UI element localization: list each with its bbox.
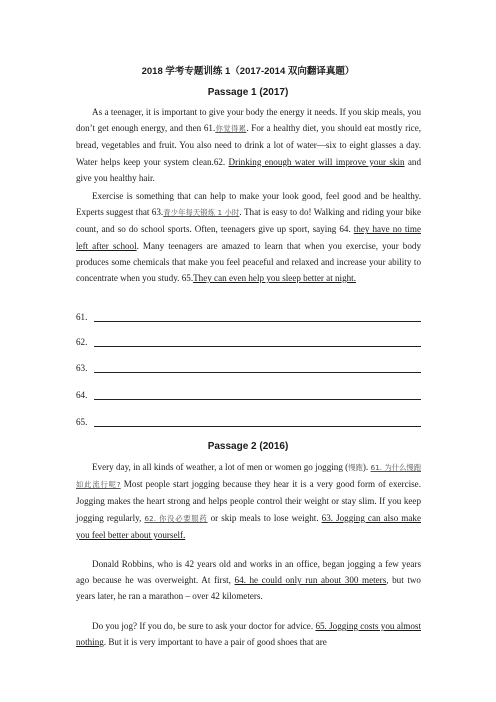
answer-line-61[interactable]: 61. (76, 312, 421, 322)
answer-line-63[interactable]: 63. (76, 363, 421, 373)
passage2-paragraph-2: Donald Robbins, who is 42 years old and works in an office, began jogging a few years ago because he was overweight. At first, 64. he could only run about 300 meters, but two years later, he ran a marathon – over 42 kilometers. (76, 559, 421, 602)
blank-61: 你觉得累 (215, 124, 247, 134)
document-title: 2018 学考专题训练 1（2017-2014 双向翻译真题） (141, 66, 355, 77)
passage1-paragraph-1: As a teenager, it is important to give your body the energy it needs. If you skip meals, you don’t get enough energy, and then 61.你觉得累. For a healthy diet, you should eat mostly rice, bread, vegetables and fruit. You also need to drink a lot of water—six to eight glasses a day. Water helps keep your system clean.62. Drinking enough water will improve your skin and give you healthy hair. (76, 107, 421, 183)
passage2-paragraph-1: Every day, in all kinds of weather, a lot of men or women go jogging (慢跑). 61. 为什么慢跑如此流行呢? Most people start jogging because they hear it is a very good form of exercise. Jogging makes the heart strong and helps people control their weight or stay slim. If you keep jogging regularly, 62. 你没必要服药 or skip meals to lose weight. 63. Jogging can also make you feel better about yourself. (76, 462, 422, 540)
answer-line-65[interactable]: 65. (76, 417, 421, 427)
passage1-paragraph-2: Exercise is something that can help to make your look good, feel good and be healthy. Experts suggest that 63.青少年每天锻炼 1 小时. That is easy to do! Walking and riding your bike count, and so do school sports. Often, teenagers give up sport, saying 64. they have no time left after school. Many teenagers are amazed to learn that when you exercise, your body produces some chemicals that make you feel peaceful and relaxed and increase your ability to concentrate when you study. 65.They can even help you sleep better at night. (76, 191, 422, 284)
underlined-64: 64. he could only run about 300 meters (234, 575, 387, 586)
blank-61: 61. 为什么慢跑如此流行呢? (76, 463, 422, 490)
passage2-paragraph-3: Do you jog? If you do, be sure to ask your doctor for advice. 65. Jogging costs you almost nothing. But it is very important to have a pair of good shoes that are (76, 621, 421, 648)
passage2-heading: Passage 2 (2016) (207, 441, 289, 452)
answer-line-64[interactable]: 64. (76, 390, 421, 400)
answer-line-62[interactable]: 62. (76, 337, 421, 347)
underlined-62: Drinking enough water will improve your skin (228, 156, 405, 167)
blank-62: 62. 你没必要服药 (144, 513, 208, 523)
underlined-63: 63. Jogging can also make you feel better about yourself. (76, 512, 421, 540)
underlined-65: They can even help you sleep better at night. (193, 273, 356, 284)
underlined-65: 65. Jogging costs you almost nothing (76, 621, 421, 648)
passage1-heading: Passage 1 (2017) (207, 87, 289, 98)
blank-63: 青少年每天锻炼 1 小时 (163, 208, 240, 218)
underlined-64: they have no time left after school (76, 224, 422, 251)
